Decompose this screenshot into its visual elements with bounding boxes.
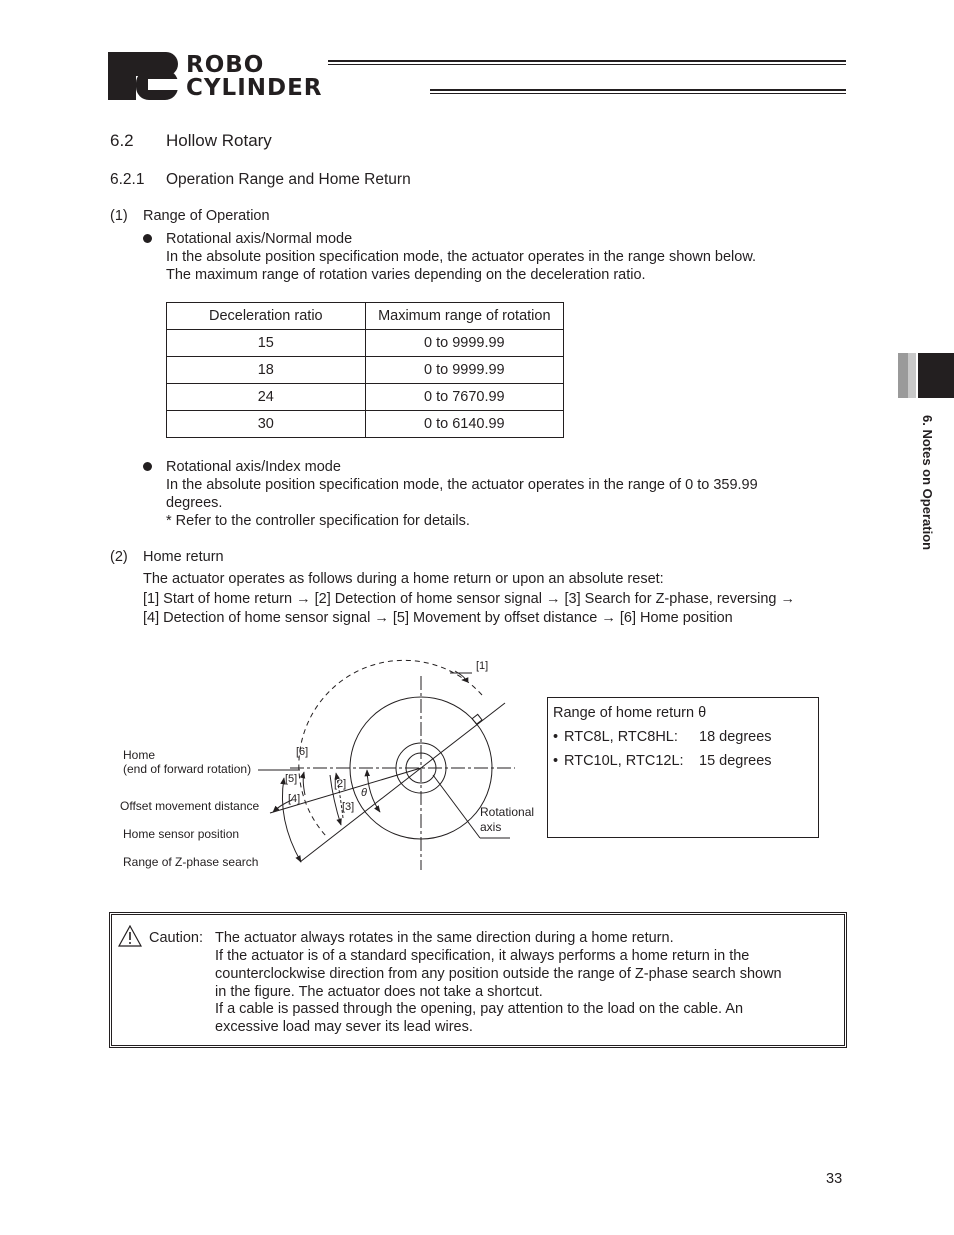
table-cell: 0 to 9999.99	[365, 357, 563, 384]
table-cell: 30	[167, 411, 366, 438]
step-label-5: [5]	[285, 773, 298, 785]
index-mode-line1: In the absolute position specification mode, the actuator operates in the range of 0 to 359.99	[166, 477, 758, 493]
index-mode-line2: degrees.	[166, 495, 223, 511]
table-header-row	[167, 303, 564, 330]
table-header-cell: Maximum range of rotation	[365, 303, 563, 330]
home-return-line3: [4] Detection of home sensor signal → [5] Movement by offset distance → [6] Home position	[143, 610, 733, 626]
theta-label: θ	[361, 787, 367, 799]
z-phase-leader-line	[300, 768, 421, 862]
range-box-item2-value: 15 degrees	[699, 753, 772, 769]
label-home-sensor: Home sensor position	[123, 827, 240, 841]
label-axis: axis	[480, 820, 502, 834]
header-rule-top-2	[328, 64, 846, 65]
bullet	[143, 234, 152, 243]
z-phase-search-arc	[299, 660, 482, 836]
caution-line: excessive load may sever its lead wires.	[215, 1019, 473, 1035]
range-heading-number: (1)	[110, 208, 128, 224]
header-rule-bottom-2	[430, 93, 846, 94]
page-number: 33	[826, 1171, 843, 1187]
home-return-heading: Home return	[143, 549, 224, 565]
table-cell: 15	[167, 330, 366, 357]
step-label-6: [6]	[296, 746, 309, 758]
section-title: Hollow Rotary	[166, 131, 272, 150]
chapter-tab-label: 6. Notes on Operation	[920, 415, 935, 551]
caution-line: in the figure. The actuator does not take a shortcut.	[215, 984, 543, 1000]
range-box-item1-value: 18 degrees	[699, 729, 772, 745]
normal-mode-line2: The maximum range of rotation varies depending on the deceleration ratio.	[166, 267, 646, 283]
step-label-4: [4]	[288, 793, 301, 805]
home-return-line1: The actuator operates as follows during a home return or upon an absolute reset:	[143, 571, 664, 587]
table-cell: 0 to 9999.99	[365, 330, 563, 357]
home-return-diagram	[0, 640, 560, 880]
step-label-3: [3]	[342, 801, 355, 813]
caution-line: The actuator always rotates in the same direction during a home return.	[215, 930, 674, 946]
caution-line: counterclockwise direction from any position outside the range of Z-phase search shown	[215, 966, 782, 982]
range-box-title: Range of home return θ	[553, 705, 707, 721]
side-tab-block	[918, 353, 954, 398]
table-row	[167, 384, 564, 411]
label-z-phase: Range of Z-phase search	[123, 855, 259, 869]
range-box-item2-model: RTC10L, RTC12L:	[564, 753, 684, 769]
index-mode-title: Rotational axis/Index mode	[166, 459, 341, 475]
table-cell: 0 to 7670.99	[365, 384, 563, 411]
header-rule-bottom-1	[430, 89, 846, 91]
home-return-heading-number: (2)	[110, 549, 128, 565]
normal-mode-line1: In the absolute position specification mode, the actuator operates in the range shown below.	[166, 249, 757, 265]
caution-label: Caution:	[149, 930, 204, 946]
theta-arc	[367, 770, 380, 812]
range-heading: Range of Operation	[143, 208, 270, 224]
table-cell: 0 to 6140.99	[365, 411, 563, 438]
table-row	[167, 357, 564, 384]
start-marker-line	[421, 703, 505, 768]
table-row	[167, 411, 564, 438]
logo-robo: ROBO	[186, 52, 265, 78]
label-home-sub: (end of forward rotation)	[123, 762, 252, 776]
start-marker-tick	[472, 714, 482, 724]
rotational-axis-leader	[433, 775, 480, 838]
range-box-item1-model: RTC8L, RTC8HL:	[564, 729, 678, 745]
label-offset: Offset movement distance	[120, 799, 260, 813]
warning-icon	[118, 925, 142, 947]
home-return-line2: [1] Start of home return → [2] Detection of home sensor signal → [3] Search for Z-phase, reversing →	[143, 591, 795, 607]
label-rotational: Rotational	[480, 805, 535, 819]
range-box-bullet: •	[553, 729, 559, 745]
range-box-bullet: •	[553, 753, 559, 769]
arrow-1	[455, 671, 465, 680]
side-tab-light-bar	[908, 353, 916, 398]
caution-line: If the actuator is of a standard specification, it always performs a home return in the	[215, 948, 750, 964]
table-cell: 18	[167, 357, 366, 384]
rc-logo-mark	[108, 52, 184, 102]
subsection-title: Operation Range and Home Return	[166, 171, 411, 188]
caution-line: If a cable is passed through the opening, pay attention to the load on the cable. An	[215, 1001, 744, 1017]
table-header-cell: Deceleration ratio	[167, 303, 366, 330]
home-return-range-box	[547, 697, 819, 838]
table-cell: 24	[167, 384, 366, 411]
label-home: Home	[123, 748, 156, 762]
bullet	[143, 462, 152, 471]
header-rule-top-1	[328, 60, 846, 62]
index-mode-note: * Refer to the controller specification for details.	[166, 513, 470, 529]
logo-cylinder: CYLINDER	[186, 75, 323, 101]
table-row	[167, 330, 564, 357]
z-phase-range-arc	[282, 778, 301, 862]
step-label-2: [2]	[334, 778, 347, 790]
subsection-number: 6.2.1	[110, 171, 145, 188]
caution-box	[109, 912, 847, 1048]
section-number: 6.2	[110, 131, 134, 150]
normal-mode-title: Rotational axis/Normal mode	[166, 231, 353, 247]
step-label-1: [1]	[476, 660, 489, 672]
rotation-range-table	[166, 302, 564, 438]
arrow-5	[303, 772, 305, 795]
